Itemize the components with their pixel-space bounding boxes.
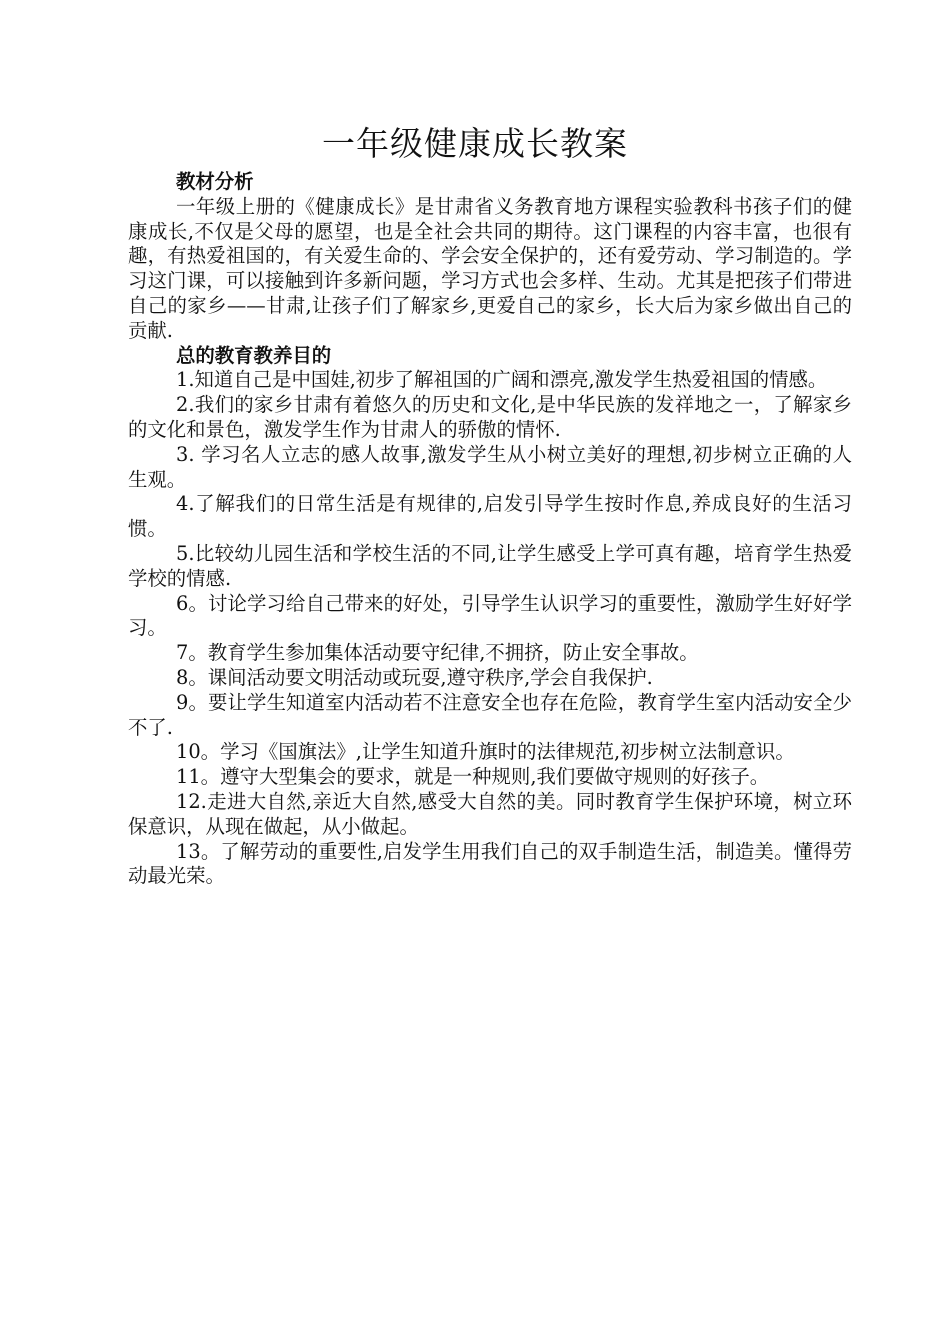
- goal-item-2: 2.我们的家乡甘肃有着悠久的历史和文化,是中华民族的发祥地之一，了解家乡的文化和景色，激发学生作为甘肃人的骄傲的情怀.: [128, 393, 852, 441]
- goal-item-9: 9。要让学生知道室内活动若不注意安全也存在危险，教育学生室内活动安全少不了.: [128, 690, 852, 739]
- goal-item-7: 7。教育学生参加集体活动要守纪律,不拥挤，防止安全事故。: [176, 641, 699, 665]
- goal-item-3: 3. 学习名人立志的感人故事,激发学生从小树立美好的理想,初步树立正确的人生观。: [128, 442, 852, 491]
- paragraph-textbook-analysis: 一年级上册的《健康成长》是甘肃省义务教育地方课程实验教科书孩子们的健康成长,不仅是父母的愿望，也是全社会共同的期待。这门课程的内容丰富，也很有趣，有热爱祖国的，有关爱生命的、学会安全保护的，还有爱劳动、学习制造的。学习这门课，可以接触到许多新问题，学习方式也会多样、生动。尤其是把孩子们带进自己的家乡——甘肃,让孩子们了解家乡,更爱自己的家乡，长大后为家乡做出自己的贡献.: [128, 194, 852, 342]
- goal-item-6: 6。讨论学习给自己带来的好处，引导学生认识学习的重要性，激励学生好好学习。: [128, 591, 852, 640]
- goal-item-13: 13。了解劳动的重要性,启发学生用我们自己的双手制造生活，制造美。懂得劳动最光荣。: [128, 839, 852, 888]
- goal-item-4: 4.了解我们的日常生活是有规律的,启发引导学生按时作息,养成良好的生活习惯。: [128, 492, 852, 541]
- goal-item-12: 12.走进大自然,亲近大自然,感受大自然的美。同时教育学生保护环境，树立环保意识，从现在做起，从小做起。: [128, 789, 852, 838]
- goal-item-10: 10。学习《国旗法》,让学生知道升旗时的法律规范,初步树立法制意识。: [176, 740, 795, 764]
- section-heading-education-goals: 总的教育教养目的: [176, 343, 332, 367]
- goal-item-1: 1.知道自己是中国娃,初步了解祖国的广阔和漂亮,激发学生热爱祖国的情感。: [176, 368, 828, 392]
- goal-item-8: 8。课间活动要文明活动或玩耍,遵守秩序,学会自我保护.: [176, 665, 653, 689]
- document-title: 一年级健康成长教案: [322, 124, 628, 163]
- section-heading-textbook-analysis: 教材分析: [176, 170, 254, 193]
- goal-item-5: 5.比较幼儿园生活和学校生活的不同,让学生感受上学可真有趣，培育学生热爱学校的情感.: [128, 541, 852, 590]
- goal-item-11: 11。遵守大型集会的要求，就是一种规则,我们要做守规则的好孩子。: [176, 765, 770, 789]
- document-body: [128, 170, 852, 889]
